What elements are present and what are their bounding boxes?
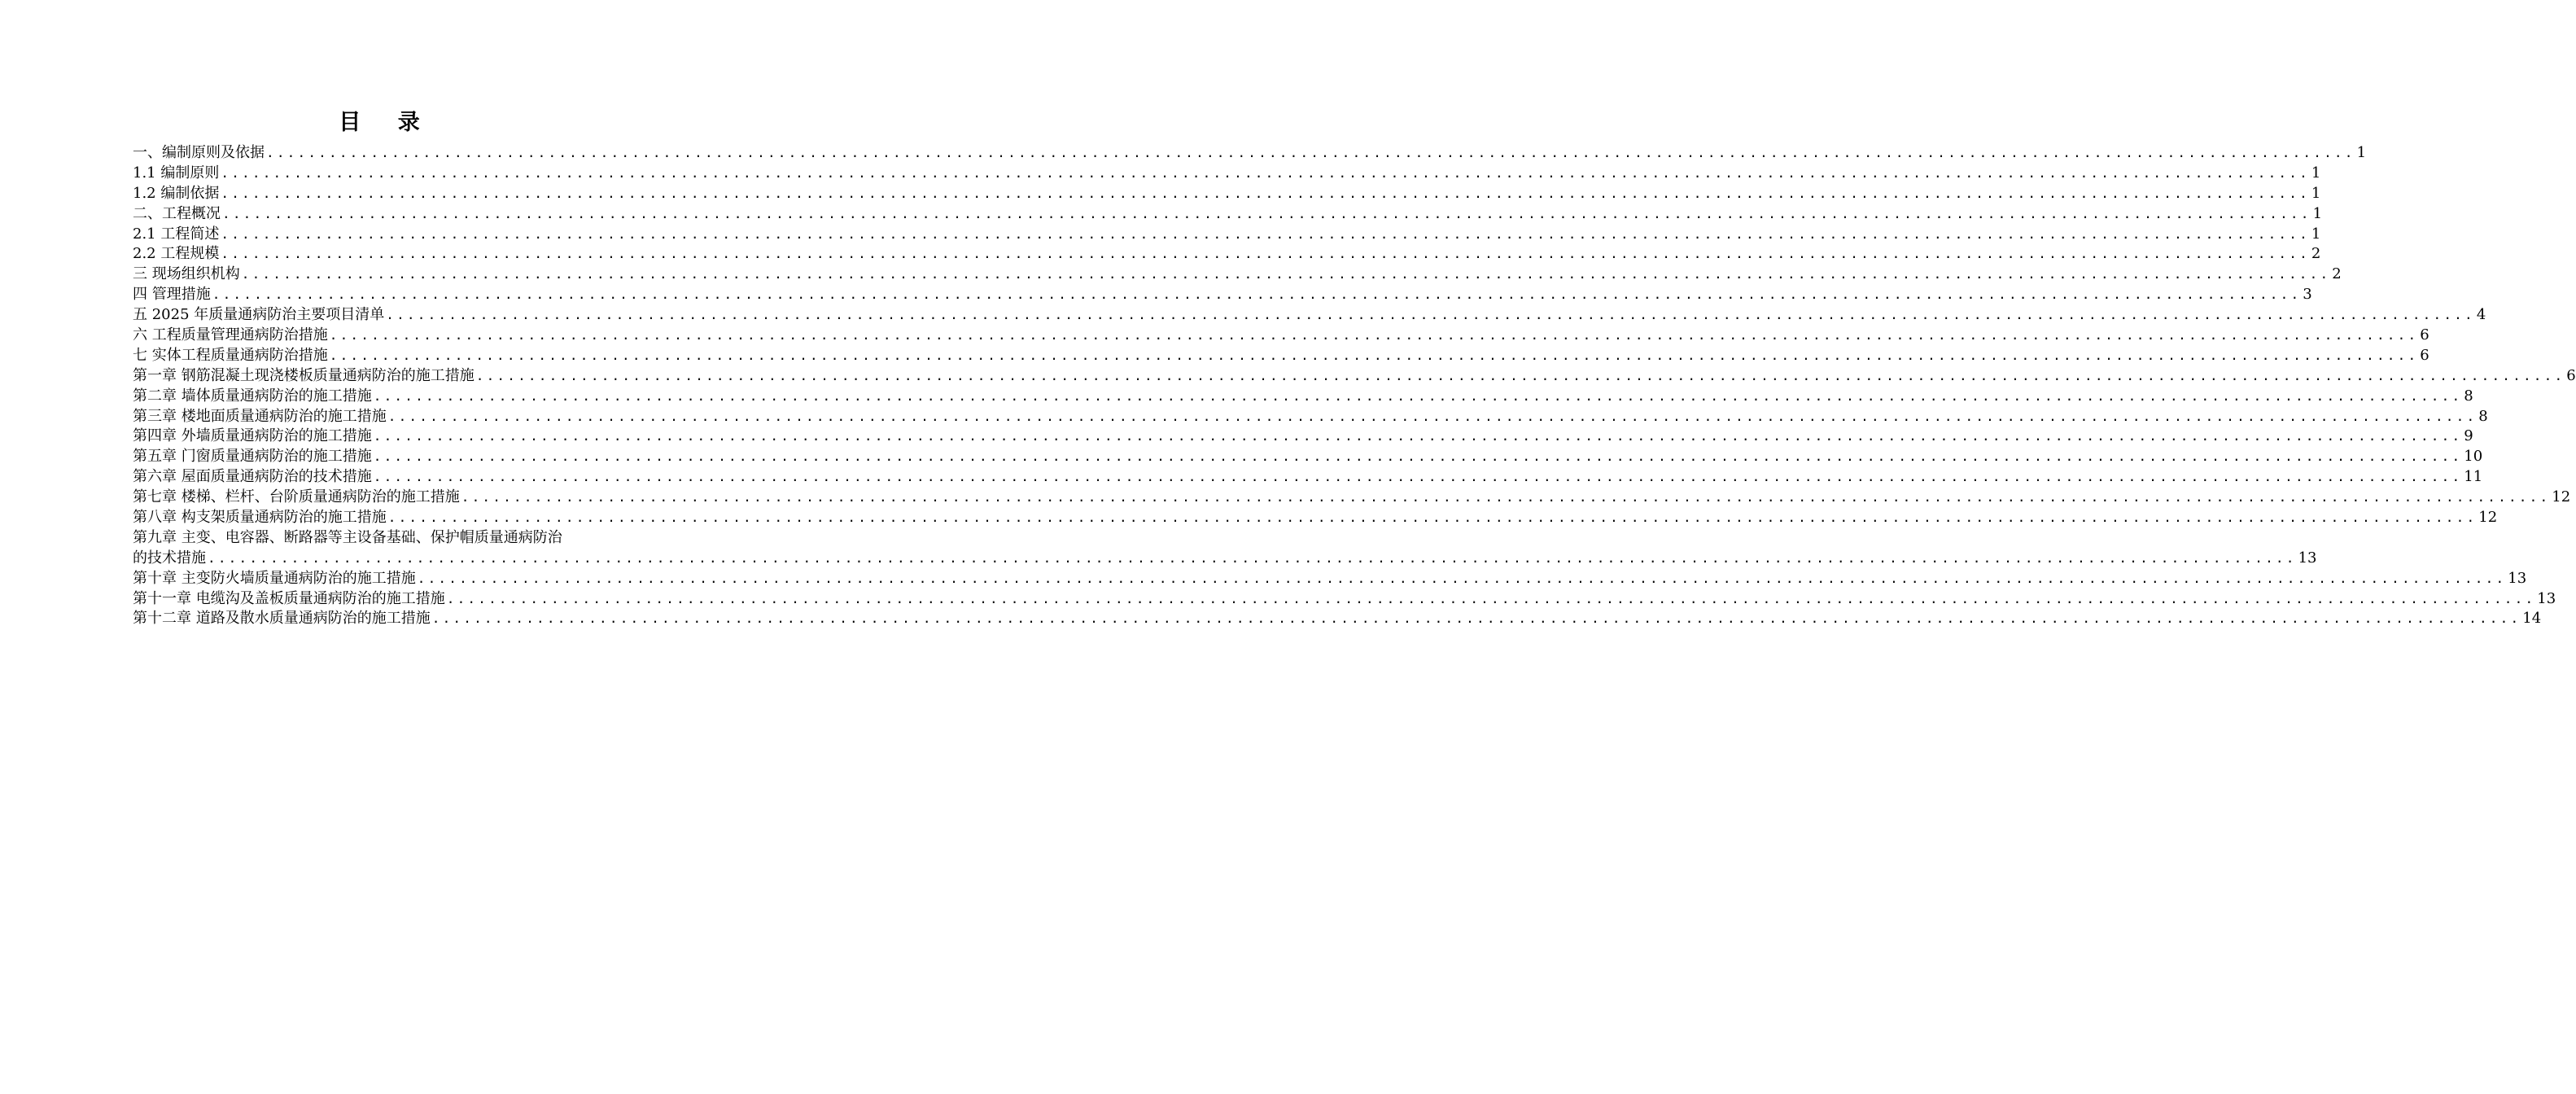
dot-leader: ........................................................................................................................................................................................................ (373, 387, 2463, 404)
toc-page-number: 12 (2552, 488, 2571, 506)
toc-page-number: 9 (2464, 427, 2473, 445)
toc-entry[interactable] (133, 447, 2483, 467)
dot-leader: ........................................................................................................................................................................................................ (387, 408, 2478, 424)
toc-entry-text: 第十一章 电缆沟及盖板质量通病防治的施工措施 (133, 589, 445, 607)
toc-entry-text: 第五章 门窗质量通病防治的施工措施 (133, 448, 372, 466)
toc-entry[interactable] (133, 488, 2571, 508)
dot-leader: ........................................................................................................................................................................................................ (386, 307, 2475, 323)
toc-entry-text: 六 工程质量管理通病防治措施 (133, 326, 328, 344)
toc-page-number: 6 (2420, 326, 2429, 344)
toc-entry[interactable] (133, 346, 2429, 366)
toc-entry[interactable] (133, 407, 2488, 427)
dot-leader: ........................................................................................................................................................................................................ (208, 549, 2297, 566)
toc-entry[interactable] (133, 387, 2473, 407)
toc-entry-text: 第六章 屋面质量通病防治的技术措施 (133, 468, 372, 486)
toc-entry-text: 第一章 钢筋混凝土现浇楼板质量通病防治的施工措施 (133, 366, 475, 384)
table-of-contents (133, 143, 2576, 629)
toc-page-number: 2 (2311, 245, 2321, 263)
toc-entry[interactable] (133, 184, 2321, 204)
toc-entry-text: 第七章 楼梯、栏杆、台阶质量通病防治的施工措施 (133, 488, 460, 506)
toc-page-number: 3 (2303, 286, 2312, 304)
toc-entry-text: 七 实体工程质量通病防治措施 (133, 346, 328, 364)
dot-leader: ........................................................................................................................................................................................................ (373, 469, 2463, 485)
toc-page-number: 1 (2311, 184, 2321, 202)
dot-leader: ........................................................................................................................................................................................................ (221, 225, 2310, 242)
toc-entry[interactable] (133, 467, 2483, 488)
toc-entry-text: 2.1 工程简述 (133, 225, 220, 243)
dot-leader: ........................................................................................................................................................................................................ (431, 610, 2521, 627)
toc-page-number: 13 (2508, 569, 2527, 587)
toc-entry-text: 三 现场组织机构 (133, 265, 240, 283)
toc-entry[interactable] (133, 549, 2317, 569)
toc-entry-text: 1.2 编制依据 (133, 184, 220, 202)
dot-leader: ........................................................................................................................................................................................................ (266, 145, 2355, 160)
toc-page-number: 12 (2478, 509, 2498, 527)
toc-entry[interactable] (133, 143, 2367, 164)
toc-page-number: 4 (2476, 306, 2486, 324)
toc-entry-text: 二、工程概况 (133, 204, 221, 222)
toc-page-number: 14 (2522, 610, 2542, 628)
toc-page-number: 11 (2464, 468, 2483, 486)
toc-entry-text: 的技术措施 (133, 549, 206, 567)
toc-entry-text: 1.1 编制原则 (133, 164, 220, 182)
toc-entry-text: 第二章 墙体质量通病防治的施工措施 (133, 387, 372, 405)
dot-leader: ........................................................................................................................................................................................................ (446, 590, 2536, 606)
toc-entry[interactable] (133, 427, 2473, 447)
toc-entry[interactable] (133, 589, 2556, 610)
toc-entry[interactable] (133, 265, 2342, 285)
dot-leader: ........................................................................................................................................................................................................ (373, 449, 2463, 465)
toc-entry[interactable] (133, 366, 2576, 387)
toc-entry[interactable] (133, 285, 2312, 305)
toc-page-number: 1 (2312, 204, 2323, 222)
dot-leader: ........................................................................................................................................................................................................ (221, 246, 2310, 262)
toc-page-number: 6 (2420, 346, 2429, 364)
dot-leader: ........................................................................................................................................................................................................ (212, 287, 2302, 303)
dot-leader: ........................................................................................................................................................................................................ (329, 327, 2419, 344)
dot-leader: ........................................................................................................................................................................................................ (387, 510, 2478, 526)
toc-entry-text: 第八章 构支架质量通病防治的施工措施 (133, 509, 387, 527)
toc-entry-text: 第十章 主变防火墙质量通病防治的施工措施 (133, 569, 416, 587)
dot-leader: ........................................................................................................................................................................................................ (241, 266, 2331, 282)
toc-entry[interactable] (133, 164, 2321, 184)
toc-entry[interactable] (133, 569, 2527, 589)
toc-page-number: 8 (2478, 407, 2488, 425)
toc-entry[interactable] (133, 204, 2323, 225)
toc-entry-text: 第三章 楼地面质量通病防治的施工措施 (133, 407, 387, 425)
toc-page-number: 13 (2537, 589, 2556, 607)
toc-entry[interactable] (133, 508, 2498, 528)
dot-leader: ........................................................................................................................................................................................................ (221, 164, 2310, 181)
dot-leader: ........................................................................................................................................................................................................ (461, 489, 2551, 505)
toc-entry-text: 2.2 工程规模 (133, 245, 220, 263)
toc-entry-text: 第四章 外墙质量通病防治的施工措施 (133, 427, 372, 445)
toc-entry[interactable] (133, 609, 2542, 629)
toc-page-number: 13 (2298, 549, 2317, 567)
toc-entry-text: 四 管理措施 (133, 286, 211, 304)
toc-page-number: 1 (2311, 225, 2321, 243)
toc-entry-text[interactable]: 第九章 主变、电容器、断路器等主设备基础、保护帽质量通病防治 (133, 528, 562, 546)
dot-leader: ........................................................................................................................................................................................................ (222, 205, 2311, 221)
toc-entry[interactable] (133, 225, 2321, 245)
toc-page-number: 1 (2356, 144, 2367, 161)
toc-entry-text: 第十二章 道路及散水质量通病防治的施工措施 (133, 610, 431, 628)
dot-leader: ........................................................................................................................................................................................................ (373, 428, 2463, 444)
dot-leader: ........................................................................................................................................................................................................ (329, 347, 2419, 363)
dot-leader: ........................................................................................................................................................................................................ (417, 570, 2507, 586)
toc-entry-text: 一、编制原则及依据 (133, 144, 265, 161)
toc-page-number: 2 (2332, 265, 2342, 283)
toc-page-number: 10 (2464, 448, 2483, 466)
toc-page-number: 6 (2566, 366, 2576, 384)
toc-entry-text: 五 2025 年质量通病防治主要项目清单 (133, 306, 385, 324)
toc-page-number: 8 (2464, 387, 2473, 405)
toc-entry[interactable] (133, 305, 2486, 326)
dot-leader: ........................................................................................................................................................................................................ (475, 367, 2565, 383)
toc-entry[interactable] (133, 244, 2321, 265)
toc-page-number: 1 (2311, 164, 2321, 182)
toc-entry[interactable] (133, 326, 2429, 346)
dot-leader: ........................................................................................................................................................................................................ (221, 185, 2310, 201)
page-title: 目 录 (339, 110, 435, 135)
